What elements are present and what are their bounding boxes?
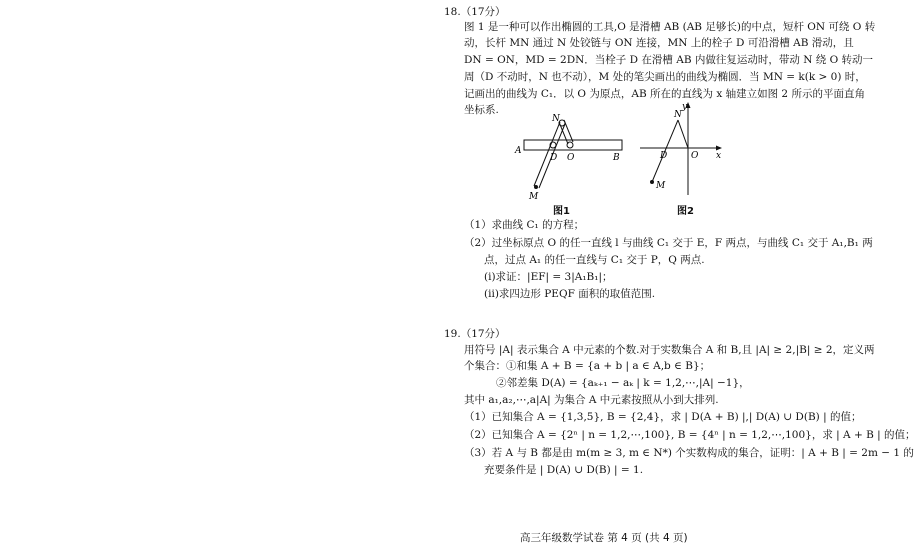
q19-subquestion-3-line-1: （3）若 A 与 B 都是由 m(m ≥ 3, m ∈ N*) 个实数构成的集合，证明：| A + B | = 2m − 1 的 (464, 447, 914, 459)
q18-text-line-6: 坐标系. (464, 104, 499, 116)
q18-subquestion-1: （1）求曲线 C₁ 的方程； (464, 219, 585, 231)
q19-subquestion-1: （1）已知集合 A = {1,3,5}, B = {2,4}，求 | D(A + B) |,| D(A) ∪ D(B) | 的值； (464, 411, 862, 423)
fig2-label-d: D (660, 151, 668, 161)
point-m (650, 180, 654, 184)
figure-1-caption: 图1 (553, 206, 570, 217)
fig2-label-n: N (674, 110, 682, 120)
q18-subquestion-2-i: (i)求证：|EF| = 3|A₁B₁|； (484, 271, 613, 283)
figure-2-caption: 图2 (677, 206, 694, 217)
fig2-label-x: x (716, 151, 722, 161)
fig1-label-a: A (515, 146, 522, 156)
figure-2-coordinate-system (638, 100, 728, 200)
fig1-label-b: B (613, 153, 620, 163)
q19-text-line-4: 其中 a₁,a₂,⋯,a|A| 为集合 A 中元素按照从小到大排列. (464, 394, 719, 406)
q19-text-line-1: 用符号 |A| 表示集合 A 中元素的个数.对于实数集合 A 和 B,且 |A| ≥ 2,|B| ≥ 2，定义两 (464, 344, 875, 356)
fig1-label-m: M (529, 192, 539, 202)
q18-text-line-3: DN = ON，MD = 2DN．当栓子 D 在滑槽 AB 内做往复运动时，带动 N 绕 O 转动一 (464, 54, 874, 66)
q18-header: 18.（17分） (444, 6, 506, 18)
fig2-label-y: y (682, 102, 688, 112)
pen-tip-m (534, 185, 538, 189)
fig1-label-d: D (550, 153, 558, 163)
figure-1-ellipse-tool (510, 110, 630, 202)
page-footer: 高三年级数学试卷 第 4 页 (共 4 页) (520, 532, 688, 544)
q18-text-line-4: 周（D 不动时，N 也不动），M 处的笔尖画出的曲线为椭圆．当 MN = k(k > 0) 时， (464, 71, 866, 83)
q19-text-line-3: ②邻差集 D(A) = {aₖ₊₁ − aₖ | k = 1,2,⋯,|A| −1}， (496, 377, 750, 389)
fig1-label-n: N (552, 114, 560, 124)
q18-subquestion-2-line-2: 点，过点 A₁ 的任一直线与 C₁ 交于 P，Q 两点. (484, 254, 705, 266)
q18-subquestion-2-line-1: （2）过坐标原点 O 的任一直线 l 与曲线 C₁ 交于 E，F 两点，与曲线 C₁ 交于 A₁,B₁ 两 (464, 237, 873, 249)
q18-subquestion-2-ii: (ii)求四边形 PEQF 面积的取值范围. (484, 288, 656, 300)
q18-text-line-5: 记画出的曲线为 C₁．以 O 为原点，AB 所在的直线为 x 轴建立如图 2 所示的平面直角 (464, 88, 865, 100)
q19-text-line-2: 个集合：①和集 A + B = {a + b | a ∈ A,b ∈ B}； (464, 360, 711, 372)
fig1-label-o: O (567, 153, 575, 163)
pivot-o (567, 142, 573, 148)
q19-subquestion-2: （2）已知集合 A = {2ⁿ | n = 1,2,⋯,100}, B = {4ⁿ | n = 1,2,⋯,100}，求 | A + B | 的值； (464, 429, 916, 441)
q19-header: 19.（17分） (444, 328, 506, 340)
q18-text-line-2: 动，长杆 MN 通过 N 处铰链与 ON 连接，MN 上的栓子 D 可沿滑槽 AB 滑动，且 (464, 37, 854, 49)
fig2-label-m: M (656, 181, 666, 191)
q18-text-line-1: 图 1 是一种可以作出椭圆的工具,O 是滑槽 AB (AB 足够长)的中点，短杆 ON 可绕 O 转 (464, 21, 876, 33)
q19-subquestion-3-line-2: 充要条件是 | D(A) ∪ D(B) | = 1. (484, 464, 644, 476)
fig2-label-o: O (691, 151, 699, 161)
